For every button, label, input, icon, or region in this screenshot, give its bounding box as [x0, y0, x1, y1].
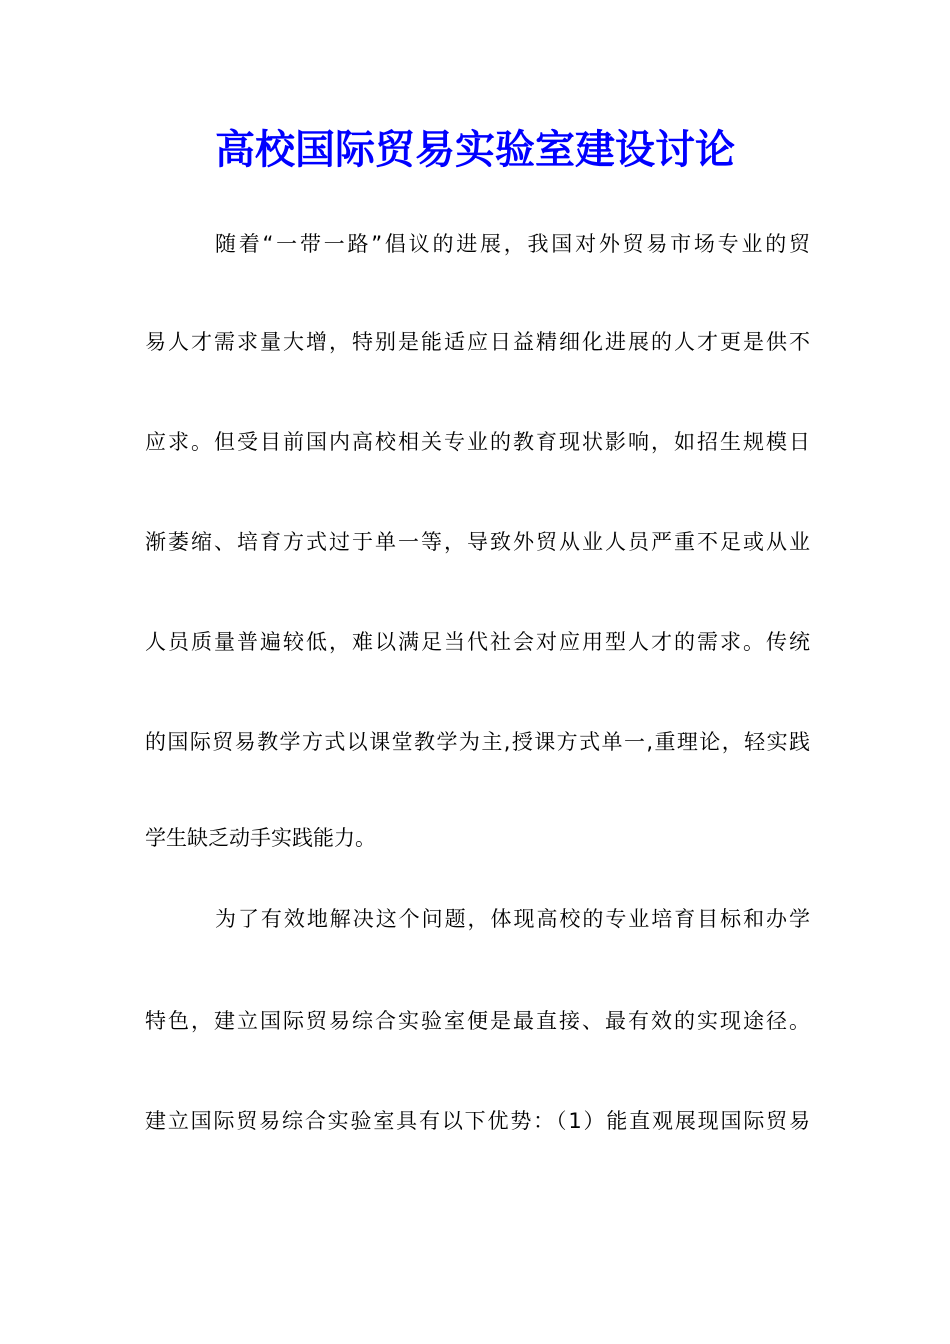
paragraph-line: 为了有效地解决这个问题，体现高校的专业培育目标和办学 — [215, 907, 810, 931]
paragraph-line: 的国际贸易教学方式以课堂教学为主,授课方式单一,重理论，轻实践 — [145, 730, 810, 754]
paragraph-line: 渐萎缩、培育方式过于单一等，导致外贸从业人员严重不足或从业 — [145, 530, 810, 554]
paragraph-line: 随着“一带一路”倡议的进展，我国对外贸易市场专业的贸 — [215, 232, 810, 256]
paragraph-line: 特色，建立国际贸易综合实验室便是最直接、最有效的实现途径。 — [145, 1009, 810, 1033]
paragraph-line: 易人才需求量大增，特别是能适应日益精细化进展的人才更是供不 — [145, 330, 810, 354]
document-title: 高校国际贸易实验室建设讨论 — [215, 126, 735, 173]
paragraph-line: 建立国际贸易综合实验室具有以下优势：（1）能直观展现国际贸易 — [145, 1109, 810, 1133]
paragraph-line: 应求。但受目前国内高校相关专业的教育现状影响，如招生规模日 — [145, 430, 810, 454]
paragraph-line: 学生缺乏动手实践能力。 — [145, 826, 376, 850]
paragraph-line: 人员质量普遍较低，难以满足当代社会对应用型人才的需求。传统 — [145, 630, 810, 654]
